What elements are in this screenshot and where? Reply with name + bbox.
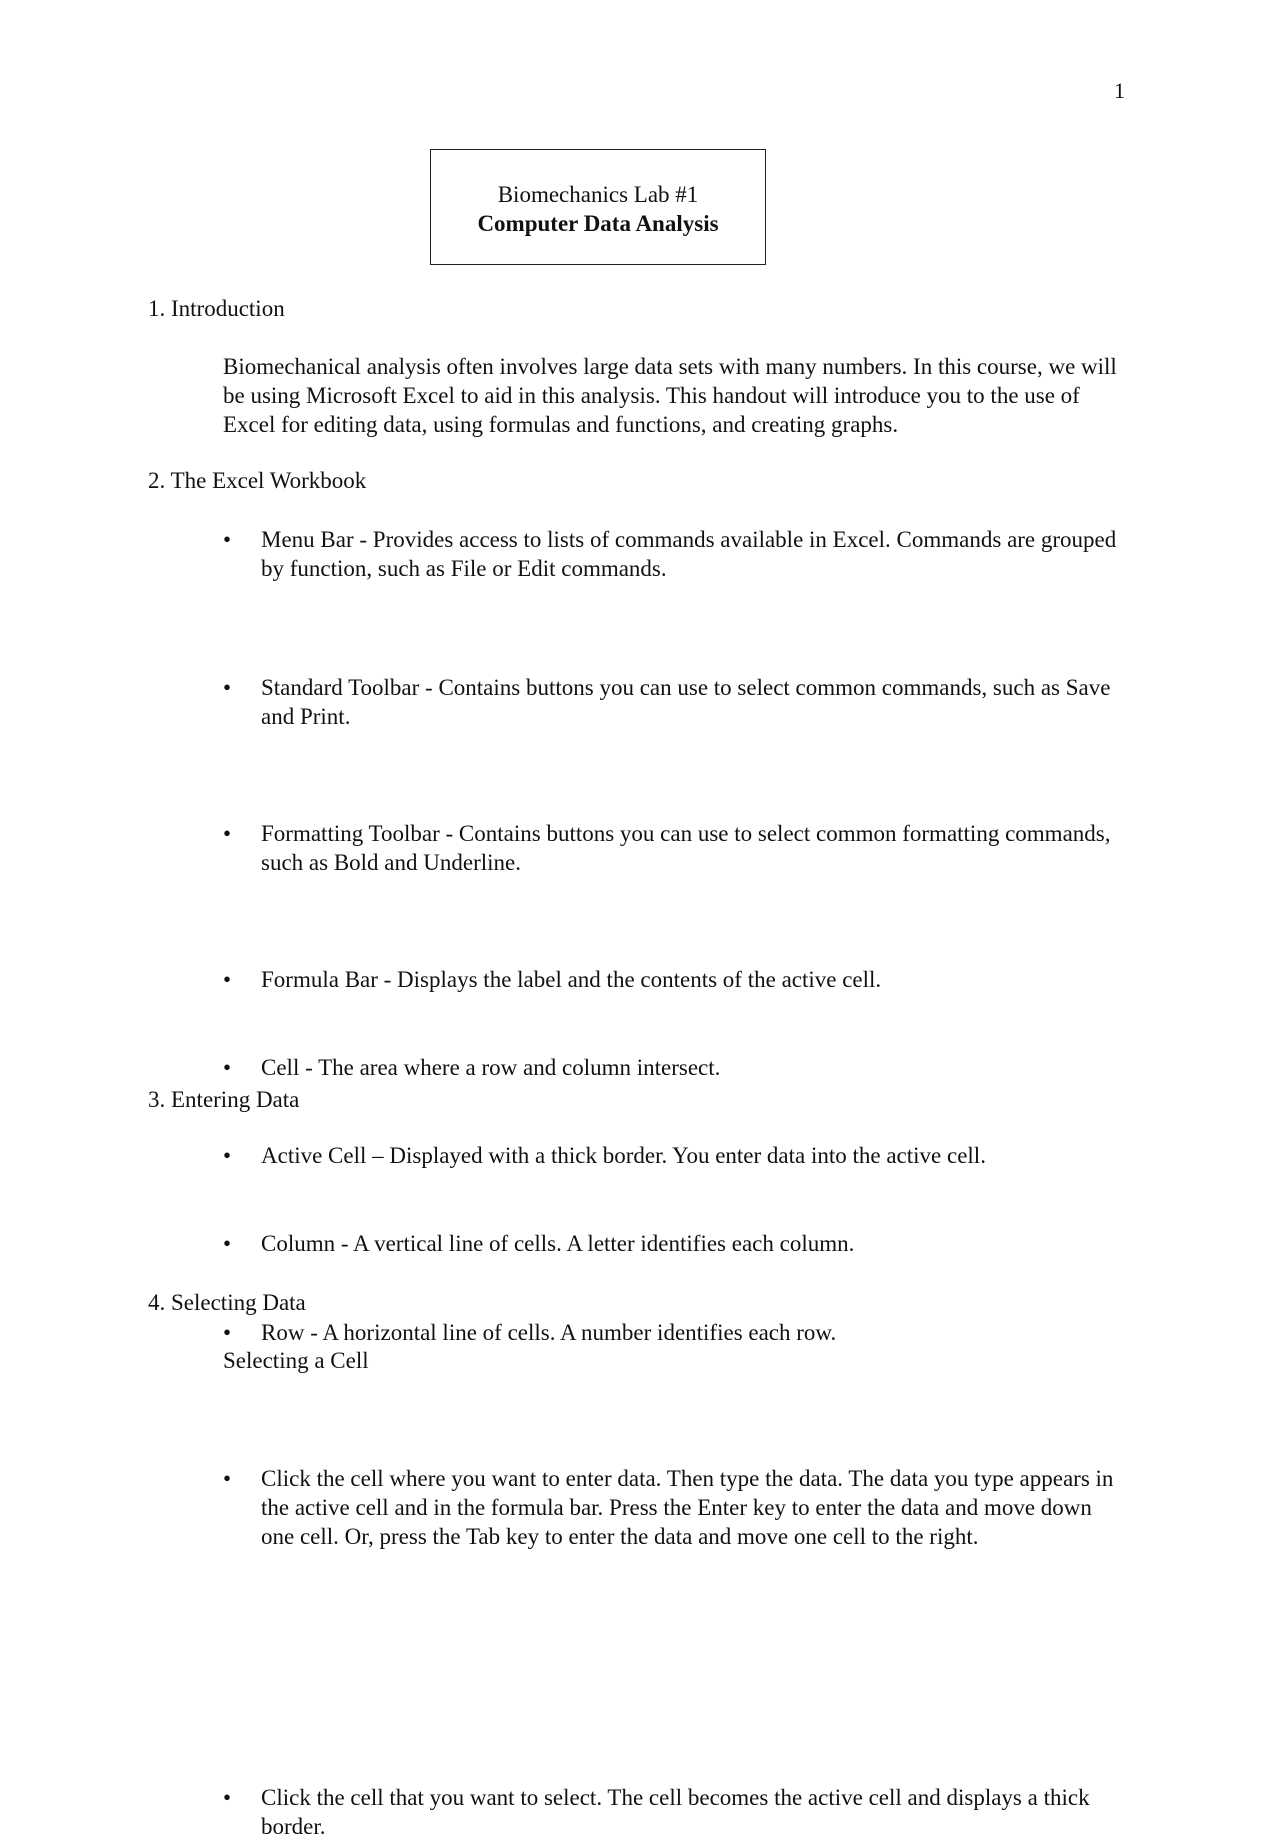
bullet-icon: • bbox=[223, 967, 232, 992]
list-item-text: Formatting Toolbar - Contains buttons you can use to select common formatting commands, such as Bold and Underline. bbox=[261, 821, 1111, 875]
bullet-icon: • bbox=[223, 675, 232, 700]
bullet-icon: • bbox=[223, 1143, 232, 1168]
bullet-icon: • bbox=[223, 1466, 232, 1491]
list-item bbox=[223, 1053, 1123, 1082]
bullet-icon: • bbox=[223, 821, 232, 846]
list-item-text: Click the cell that you want to select. The cell becomes the active cell and displays a thick border. bbox=[261, 1785, 1090, 1839]
list-item-text: Menu Bar - Provides access to lists of commands available in Excel. Commands are grouped by function, such as File or Edit commands. bbox=[261, 527, 1117, 581]
list-item-text: Column - A vertical line of cells. A letter identifies each column. bbox=[261, 1231, 855, 1256]
lab-title: Biomechanics Lab #1 bbox=[497, 182, 699, 207]
bullet-icon: • bbox=[223, 1785, 232, 1810]
list-item bbox=[223, 1464, 1123, 1551]
list-item-text: Formula Bar - Displays the label and the contents of the active cell. bbox=[261, 967, 882, 992]
list-item bbox=[223, 965, 1123, 994]
list-item-text: Click the cell where you want to enter data. Then type the data. The data you type appears in the active cell and in the formula bar. Press the Enter key to enter the data and move down one cell. Or, press the Tab key to enter the data and move one cell to the right. bbox=[261, 1466, 1114, 1549]
bullet-icon: • bbox=[223, 1055, 232, 1080]
list-item bbox=[223, 1229, 1123, 1258]
list-item bbox=[223, 1783, 1123, 1841]
document-title: Computer Data Analysis bbox=[477, 211, 719, 236]
section-heading-selecting-data: 4. Selecting Data bbox=[148, 1290, 306, 1315]
page-number: 1 bbox=[1114, 78, 1125, 103]
title-box bbox=[430, 149, 766, 265]
section-heading-excel-workbook: 2. The Excel Workbook bbox=[148, 468, 367, 493]
list-item bbox=[223, 1141, 1123, 1170]
introduction-paragraph: Biomechanical analysis often involves large data sets with many numbers. In this course, we will be using Microsoft Excel to aid in this analysis. This handout will introduce you to the use of Excel for editing data, using formulas and functions, and creating graphs. bbox=[223, 354, 1117, 437]
list-item-text: Row - A horizontal line of cells. A number identifies each row. bbox=[261, 1320, 837, 1345]
section-heading-entering-data: 3. Entering Data bbox=[148, 1087, 300, 1112]
list-item-text: Cell - The area where a row and column intersect. bbox=[261, 1055, 721, 1080]
list-item-text: Standard Toolbar - Contains buttons you can use to select common commands, such as Save and Print. bbox=[261, 675, 1111, 729]
list-item bbox=[223, 819, 1123, 877]
list-item bbox=[223, 525, 1123, 583]
bullet-icon: • bbox=[223, 527, 232, 552]
section-heading-introduction: 1. Introduction bbox=[148, 296, 285, 321]
subheading-selecting-a-cell: Selecting a Cell bbox=[223, 1348, 369, 1373]
bullet-icon: • bbox=[223, 1320, 232, 1345]
list-item bbox=[223, 673, 1123, 731]
list-item bbox=[223, 1318, 1123, 1347]
list-item-text: Active Cell – Displayed with a thick border. You enter data into the active cell. bbox=[261, 1143, 986, 1168]
bullet-icon: • bbox=[223, 1231, 232, 1256]
